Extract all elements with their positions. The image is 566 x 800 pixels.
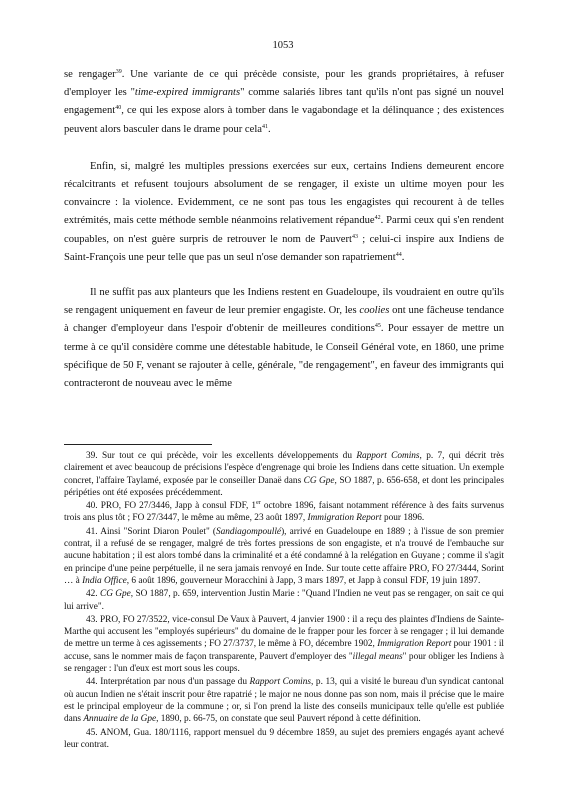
footnote-ref-44: 44 [395,251,402,258]
italic-run: Immigration Report [307,513,382,524]
footnote-40 [64,500,504,525]
text-run: , 6 août 1896, gouverneur Moracchini à Japp, 3 mars 1897, et Japp à consul FDF, 19 juin 1897. [126,575,481,586]
footnote-39 [64,450,504,499]
text-run: 39. Sur tout ce qui précède, voir les excellents développements du [86,451,357,461]
footnote-ref-42: 42 [374,215,381,222]
ordinal-superscript: er [256,500,261,507]
text-run: . [401,251,405,263]
text-run: 44. Interprétation par nous d'un passage du [86,677,250,688]
footnote-separator [64,444,212,445]
text-run: . Pour essayer de mettre un terme à ce qu'il considère comme une détestable habitude, le Conseil Général vote, en 1860, une prime spécifique de 50 F, venant se rajouter à celle, générale, "de rengagement", en faveur des immigrants qui contracteront de nouveau avec le même [64,323,505,390]
text-run: Enfin, si, malgré les multiples pressions exercées sur eux, certains Indiens demeurent encore récalcitrants et refusent toujours absolument de se rengager, il existe un ultime moyen pour les convaincre : la violence. Evidemment, ce ne sont pas tous les engagistes qui recourent à de telles extrémités, mais cette méthode semble néanmoins relativement répandue [64,160,504,227]
footnotes [64,450,504,752]
text-run: pour 1896. [381,513,425,524]
italic-run: CG Gpe [303,475,335,486]
footnote-43 [64,614,504,675]
italic-run: Rapport Comins [249,677,312,688]
footnote-44 [64,676,504,725]
text-run: 42. [86,589,100,600]
text-run: " comme salariés libres tant qu'ils n'ont pas signé un nouvel engagement [64,87,504,117]
text-run: , p. 7, qui décrit très clairement et avec beaucoup de précisions l'espèce d'engrenage qui broie les Indiens dans cette situation. Un exemple concret, l'affaire Taylamé, exposée par le conseiller Danaë dans [64,451,504,486]
text-run: " pour obliger les Indiens à se rengager : l'un d'eux est mort sous les coups. [64,651,504,675]
text-run: . Une variante de ce qui précède consiste, pour les grands propriétaires, à refuser d'employer les " [64,69,504,99]
italic-run: Rapport Comins [356,451,420,461]
text-run: 40. PRO, FO 27/3446, Japp à consul FDF, 1 [86,501,257,512]
paragraph-1 [64,66,504,139]
italic-run: illegal means [352,651,403,662]
italic-run: India Office [82,575,127,586]
main-text [64,66,504,393]
footnote-ref-43: 43 [351,233,358,240]
text-run: , SO 1887, p. 659, intervention Justin Marie : "Quand l'Indien ne veut pas se rengager, on sait ce qui lui arrive". [64,589,504,612]
italic-run: Annuaire de la Gpe [83,714,157,725]
footnote-ref-39: 39 [115,69,122,75]
text-run: 41. Ainsi "Sorint Diaron Poulet" ( [86,526,216,537]
footnote-ref-41: 41 [261,123,268,130]
paragraph-3 [64,284,504,393]
footnote-ref-45: 45 [374,323,381,330]
text-run: pour 1901 : il accuse, sans le nommer mais de façon transparente, Pauvert d'employer des " [64,639,504,662]
footnote-41 [64,526,504,587]
paragraph-2 [64,158,504,267]
text-run: . Parmi ceux qui s'en rendent coupables, on n'est guère surpris de retrouver le nom de Pauvert [64,215,505,245]
text-run: 43. PRO, FO 27/3522, vice-consul De Vaux à Pauvert, 4 janvier 1900 : il a reçu des plaintes d'Indiens de Sainte-Marthe qui accusent les "employés supérieurs" du domaine de le frapper pour les forcer à se rengager ; il lui demande de mettre un terme à ces agissements ; FO 27/3737, le même à FO, décembre 1902, [64,614,504,650]
footnote-ref-40: 40 [115,105,122,112]
italic-run: CG Gpe [100,589,131,600]
text-run: ont une fâcheuse tendance à changer d'employeur dans l'espoir d'obtenir de meilleures conditions [64,305,504,335]
footnote-42 [64,588,504,613]
text-run: 45. ANOM, Gua. 180/1116, rapport mensuel du 9 décembre 1859, au sujet des premiers engagés ayant achevé leur contrat. [64,727,504,750]
text-run: ; celui-ci inspire aux Indiens de Saint-François une peur telle que pas un seul n'ose demander son rapatriement [64,233,504,263]
italic-run: Immigration Report [377,639,452,650]
italic-run: time-expired immigrants [134,87,241,99]
page-number: 1053 [272,40,294,51]
text-run: octobre 1896, faisant notamment référence à des faits survenus trois ans plus tôt ; FO 27/3447, le même au même, 23 août 1897, [64,501,505,524]
footnote-45 [64,727,504,752]
text-run: , ce qui les expose alors à tomber dans le vagabondage et la délinquance ; des existences peuvent alors basculer dans le drame pour cela [64,105,504,135]
text-run: Il ne suffit pas aux planteurs que les Indiens restent en Guadeloupe, ils voudraient en outre qu'ils se rengagent uniquement en faveur de leur premier engagiste. Or, les [64,287,504,317]
text-run: se rengager [64,69,116,80]
text-run: , SO 1887, p. 656-658, et dont les principales péripéties ont été exposées précédemment. [64,475,504,498]
italic-run: coolies [359,305,390,317]
text-run: , p. 13, qui a visité le bureau d'un syndicat cantonal où aucun Indien ne s'était inscrit pour être rapatrié ; le major ne nous donne pas son nom, mais il précise que le maire est le principal employeur de la commune ; or, si l'on prend la liste des conseils municipaux telle qu'elle est publiée dans [64,677,504,725]
text-run: , 1890, p. 66-75, on constate que seul Pauvert répond à cette définition. [156,714,421,725]
text-run: . [267,123,271,135]
italic-run: Sandiagompoullé [215,526,282,537]
text-run: ), arrivé en Guadeloupe en 1889 ; à l'issue de son premier contrat, il a refusé de se rengager, malgré de très fortes pressions de son engagiste, et n'a trouvé de l'embauche sur aucune habitation ; il est alors tombé dans la criminalité et a été condamné à la relégation en Guyane ; comme il s'agit en principe d'une peine perpétuelle, il ne sera jamais renvoyé en Inde. Sur toute cette affaire PRO, FO 27/3444, Sorint … à [64,526,504,586]
